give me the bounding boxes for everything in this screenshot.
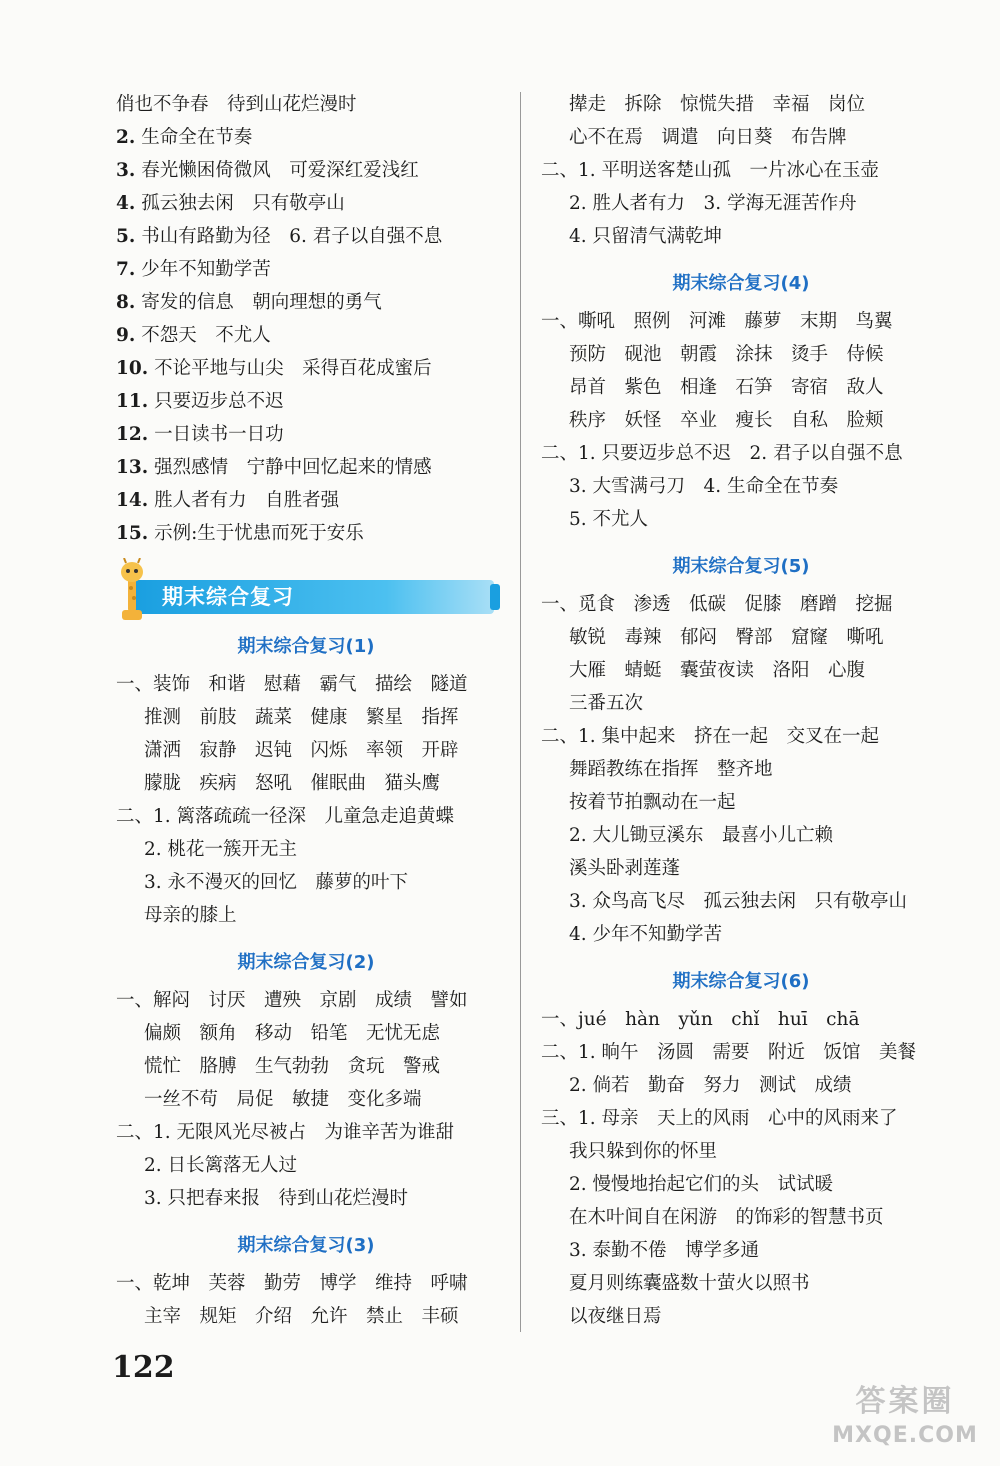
answer-line: 俏也不争春 待到山花烂漫时 [116,94,357,115]
answer-line: 5. 不尤人 [569,509,649,530]
answer-line: 4. 孤云独去闲 只有敬亭山 [116,193,345,214]
left-column [116,88,496,1333]
answer-line: 11. 只要迈步总不迟 [116,391,284,412]
answer-line: 8. 寄发的信息 朝向理想的勇气 [116,292,382,313]
answer-line: 15. 示例:生于忧患而死于安乐 [116,523,364,544]
section-heading: 期末综合复习(6) [672,971,810,992]
answer-line: 二、1. 平明送客楚山孤 一片冰心在玉壶 [541,160,880,181]
answer-line: 5. 书山有路勤为径 6. 君子以自强不息 [116,226,443,247]
answer-line: 慌忙 胳膊 生气勃勃 贪玩 警戒 [144,1056,441,1077]
answer-line: 秩序 妖怪 卒业 瘦长 自私 脸颊 [569,410,884,431]
giraffe-icon [112,558,152,622]
answer-line: 3. 春光懒困倚微风 可爱深红爱浅红 [116,160,419,181]
answer-line: 二、1. 篱落疏疏一径深 儿童急走追黄蝶 [116,806,455,827]
answer-line: 2. 生命全在节奏 [116,127,253,148]
answer-line: 4. 少年不知勤学苦 [569,924,723,945]
answer-line: 主宰 规矩 介绍 允许 禁止 丰硕 [144,1306,459,1327]
column-divider [520,92,521,1332]
answer-line: 3. 大雪满弓刀 4. 生命全在节奏 [569,476,839,497]
answer-line: 9. 不怨天 不尤人 [116,325,271,346]
answer-line: 推测 前肢 蔬菜 健康 繁星 指挥 [144,707,459,728]
answer-line: 偏颇 额角 移动 铅笔 无忧无虑 [144,1023,441,1044]
answer-line: 预防 砚池 朝霞 涂抹 烫手 侍候 [569,344,884,365]
answer-line: 一、解闷 讨厌 遭殃 京剧 成绩 譬如 [116,990,468,1011]
answer-line: 撵走 拆除 惊慌失措 幸福 岗位 [569,94,866,115]
answer-line: 二、1. 无限风光尽被占 为谁辛苦为谁甜 [116,1122,455,1143]
answer-line: 舞蹈教练在指挥 整齐地 [569,759,773,780]
answer-line: 朦胧 疾病 怒吼 催眠曲 猫头鹰 [144,773,441,794]
answer-line: 在木叶间自在闲游 的饰彩的智慧书页 [569,1207,884,1228]
answer-line: 大雁 蜻蜓 囊萤夜读 洛阳 心腹 [569,660,866,681]
answer-line: 2. 日长篱落无人过 [144,1155,298,1176]
answer-line: 2. 大儿锄豆溪东 最喜小儿亡赖 [569,825,834,846]
answer-line: 三番五次 [569,693,644,714]
answer-line: 3. 众鸟高飞尽 孤云独去闲 只有敬亭山 [569,891,908,912]
answer-line: 13. 强烈感情 宁静中回忆起来的情感 [116,457,432,478]
answer-line: 14. 胜人者有力 自胜者强 [116,490,340,511]
banner-title: 期末综合复习 [162,585,294,609]
answer-line: 母亲的膝上 [144,905,237,926]
section-heading: 期末综合复习(1) [237,636,375,657]
answer-line: 4. 只留清气满乾坤 [569,226,723,247]
answer-line: 一、乾坤 芙蓉 勤劳 博学 维持 呼啸 [116,1273,468,1294]
answer-line: 一、jué hàn yǔn chǐ huī chā [541,1009,860,1030]
answer-line: 一、觅食 渗透 低碳 促膝 磨蹭 挖掘 [541,594,893,615]
answer-line: 3. 只把春来报 待到山花烂漫时 [144,1188,409,1209]
answer-line: 10. 不论平地与山尖 采得百花成蜜后 [116,358,432,379]
section-heading: 期末综合复习(2) [237,952,375,973]
watermark-logo [820,1382,990,1462]
section-heading: 期末综合复习(3) [237,1235,375,1256]
answer-line: 以夜继日焉 [569,1306,662,1327]
answer-line: 按着节拍飘动在一起 [569,792,736,813]
answer-line: 2. 倘若 勤奋 努力 测试 成绩 [569,1075,852,1096]
answer-line: 7. 少年不知勤学苦 [116,259,271,280]
answer-line: 二、1. 集中起来 挤在一起 交叉在一起 [541,726,880,747]
answer-line: 三、1. 母亲 天上的风雨 心中的风雨来了 [541,1108,898,1129]
answer-line: 2. 慢慢地抬起它们的头 试试暖 [569,1174,834,1195]
page-number: 122 [112,1350,175,1385]
answer-line: 敏锐 毒辣 郁闷 臀部 窟窿 嘶吼 [569,627,884,648]
answer-line: 一丝不苟 局促 敏捷 变化多端 [144,1089,422,1110]
answer-line: 夏月则练囊盛数十萤火以照书 [569,1273,810,1294]
answer-line: 一、嘶吼 照例 河滩 藤萝 末期 鸟翼 [541,311,893,332]
answer-line: 2. 胜人者有力 3. 学海无涯苦作舟 [569,193,857,214]
right-column [541,88,941,1333]
answer-line: 溪头卧剥莲蓬 [569,858,681,879]
answer-line: 潇洒 寂静 迟钝 闪烁 率领 开辟 [144,740,459,761]
answer-line: 二、1. 晌午 汤圆 需要 附近 饭馆 美餐 [541,1042,917,1063]
answer-line: 二、1. 只要迈步总不迟 2. 君子以自强不息 [541,443,903,464]
answer-line: 3. 永不漫灭的回忆 藤萝的叶下 [144,872,409,893]
answer-line: 一、装饰 和谐 慰藉 霸气 描绘 隧道 [116,674,468,695]
answer-line: 2. 桃花一簇开无主 [144,839,298,860]
answer-line: 我只躲到你的怀里 [569,1141,718,1162]
watermark-text-top: 答案圈 [855,1384,955,1419]
answer-line: 12. 一日读书一日功 [116,424,284,445]
section-banner [116,572,496,616]
answer-line: 心不在焉 调遣 向日葵 布告牌 [569,127,847,148]
section-heading: 期末综合复习(4) [672,273,810,294]
answer-line: 昂首 紫色 相逢 石笋 寄宿 敌人 [569,377,884,398]
answer-line: 3. 泰勤不倦 博学多通 [569,1240,760,1261]
section-heading: 期末综合复习(5) [672,556,810,577]
watermark-text-bottom: MXQE.COM [832,1423,978,1448]
